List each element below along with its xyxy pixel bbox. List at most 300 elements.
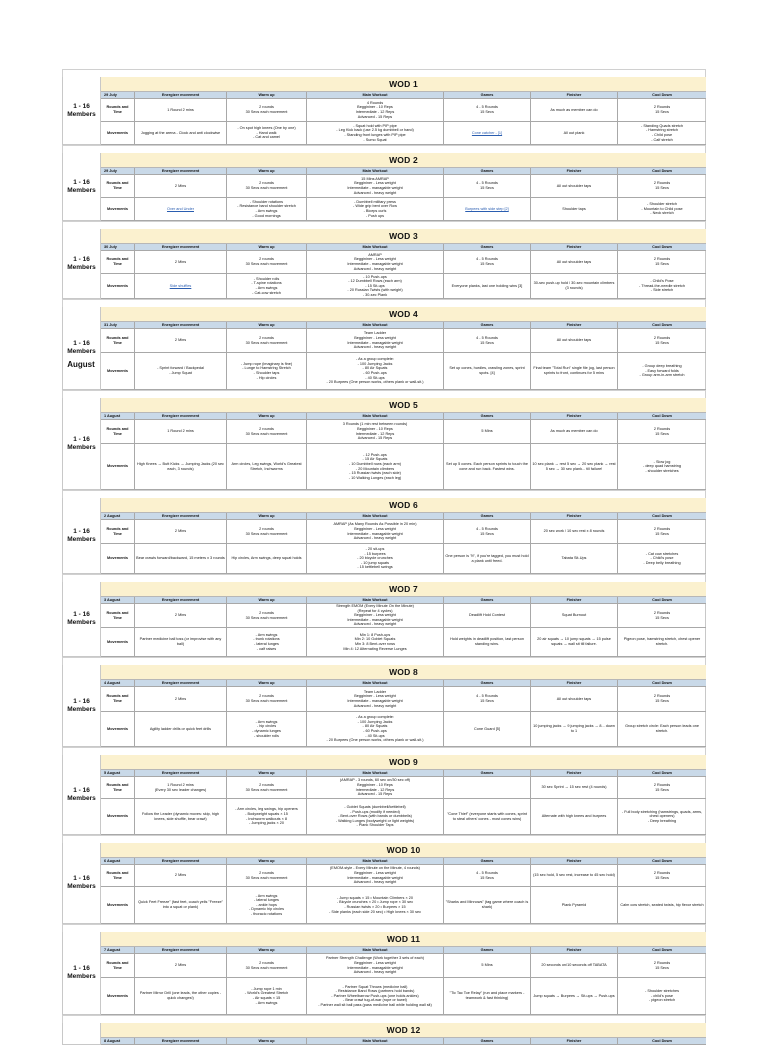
column-header: Finisher	[531, 413, 618, 419]
movement-cell: Agility ladder drills or quick feet drills	[135, 712, 227, 746]
row-label: Rounds and Time	[101, 687, 135, 711]
column-header: Main Workout	[307, 947, 444, 953]
wod-block	[62, 1023, 706, 1045]
movement-cell: - 10 Push-ups - 12 Dumbbell Rows (each arm) - 15 Sit-ups - 20 Russian Twists (with weight) - 30-sec Plank	[307, 274, 444, 298]
rounds-cell: 4 - 5 Rounds 15 Secs	[444, 175, 531, 197]
column-header: Finisher	[531, 322, 618, 328]
column-header: Cool Down	[652, 414, 672, 418]
rounds-cell: 2 Rounds 15 Secs	[653, 335, 671, 345]
rounds-cell: 4 - 5 Rounds 15 Secs	[444, 99, 531, 121]
column-header: Games	[444, 597, 531, 603]
rounds-row	[101, 175, 706, 198]
column-header: Warm up	[227, 322, 307, 328]
movement-cell: High Knees → Butt Kicks → Jumping Jacks (20 sec each, 3 rounds)	[135, 444, 227, 489]
movement-cell: Arm circles, Leg swings, World's Greatest Stretch, Inchworms	[227, 444, 307, 489]
movement-cell: Follow the Leader (dynamic moves: skip, high knees, side shuffle, bear crawl)	[135, 799, 227, 834]
header-row	[101, 322, 706, 329]
movement-cell: - Standing Quads stretch - Hamstring stretch - Child pose - Calf stretch	[641, 123, 683, 142]
movement-cell: Jogging at the arena - Clock and anti clockwise	[135, 122, 227, 144]
column-header: Main Workout	[307, 168, 444, 174]
member-group	[63, 1023, 101, 1045]
rounds-row	[101, 329, 706, 353]
rounds-cell: 2 Rounds 15 Secs	[653, 181, 671, 190]
column-header: Main Workout	[307, 322, 444, 328]
wod-title: WOD 8	[101, 665, 706, 680]
header-row	[101, 947, 706, 954]
wod-title: WOD 1	[101, 77, 706, 92]
column-header: Energizer movement	[135, 244, 227, 250]
member-group: 1 - 16 Members	[63, 498, 101, 574]
wod-block	[62, 153, 706, 221]
video-link[interactable]: Over and Under	[166, 206, 194, 211]
row-label: Rounds and Time	[101, 520, 135, 543]
row-label: Rounds and Time	[101, 777, 135, 798]
rounds-cell: 2 Mins	[135, 329, 227, 352]
column-header: Main Workout	[307, 770, 444, 776]
movement-cell: Set up cones, hurdles, crawling zones, sprint spots. [4]	[444, 353, 531, 389]
spacer-row	[62, 69, 706, 77]
rounds-row	[101, 420, 706, 444]
rounds-cell: 2 rounds 30 Secs each movement	[227, 604, 307, 627]
wod-block	[62, 932, 706, 1015]
rounds-row	[101, 251, 706, 274]
movement-cell: 20 air squats → 10 jump squats → 15 pulse squats → wall sit till failure.	[531, 628, 618, 656]
header-row	[101, 770, 706, 777]
column-header: Energizer movement	[135, 680, 227, 686]
rounds-cell: 2 Mins	[135, 520, 227, 543]
column-header: Cool Down	[652, 681, 672, 685]
movement-cell: - Slow jog - deep quad hamstring - shoulder stretches	[643, 459, 681, 473]
date-cell: 6 August	[101, 858, 135, 864]
header-row	[101, 92, 706, 99]
rounds-cell: As much as member can do	[531, 420, 618, 443]
movement-cell: Partner medicine ball toss (or improvise with any ball)	[135, 628, 227, 656]
movements-row	[101, 198, 706, 221]
rounds-cell: 20 sec work / 10 sec rest x 8 rounds	[531, 520, 618, 543]
column-header: Cool Down	[652, 514, 672, 518]
movement-cell: - 20 sit-ups - 15 burpees - 20 bicycle crunches - 10 jump squats - 15 kettlebell swings	[307, 544, 444, 573]
movement-cell: All out plank	[531, 122, 618, 144]
column-header: Games	[444, 770, 531, 776]
movement-cell: - Arm circles, leg swings, hip openers - Bodyweight squats × 15 - Inchworm walkouts × 8 - Jumping jacks × 20	[227, 799, 307, 834]
rounds-cell: 2 rounds 30 Secs each movement	[227, 520, 307, 543]
date-cell: 7 August	[101, 947, 135, 953]
header-row	[101, 168, 706, 175]
movement-cell: 30-sec push-up hold / 30-sec mountain climbers (3 rounds)	[531, 274, 618, 298]
wod-title: WOD 11	[101, 932, 706, 947]
spacer-row	[62, 924, 706, 932]
rounds-cell: 2 rounds 30 Secs each movement	[227, 175, 307, 197]
movement-cell: - Jump rope (imaginary is fine) - Lunge to Hamstring Stretch - Shoulder taps - Hip circles	[227, 353, 307, 389]
column-header: Main Workout	[307, 858, 444, 864]
row-label: Movements	[101, 712, 135, 746]
movements-row	[101, 887, 706, 924]
wod-title: WOD 2	[101, 153, 706, 168]
movement-cell: Quick Feet Freeze" (fast feet, coach yells "Freeze" into a squat or plank)	[135, 887, 227, 923]
column-header: Finisher	[531, 1038, 618, 1044]
movement-cell: Group stretch circle: Each person leads one stretch.	[625, 724, 699, 733]
rounds-cell: 1 Round 2 mins	[135, 99, 227, 121]
header-row	[101, 1038, 706, 1045]
movement-cell: - Partner Squat Throws (medicine ball) - Resistance Band Rows (partners hold bands) - Partner Wheelbarrow Push-ups (one holds ankles) - Bear crawl tug-of-war (rope or towel) - Partner wall sit ball pass (pass medicine ball while holding wall sit)	[307, 978, 444, 1014]
column-header: Cool Down	[652, 245, 672, 249]
spacer-row	[62, 1015, 706, 1023]
rounds-row	[101, 687, 706, 712]
movement-cell: One person is "It", if you're tagged, you must hold a plank until freed.	[444, 544, 531, 573]
date-cell: 29 July	[101, 168, 135, 174]
rounds-row	[101, 520, 706, 544]
column-header: Energizer movement	[135, 1038, 227, 1044]
column-header: Main Workout	[307, 92, 444, 98]
movement-cell: Jump squats → Burpees → Sit-ups → Push-ups	[531, 978, 618, 1014]
movement-cell: "Cone Thief" (everyone starts with cones, sprint to steal others' cones - most cones wins)	[444, 799, 531, 834]
date-cell: 5 August	[101, 770, 135, 776]
spacer-row	[62, 145, 706, 153]
row-label: Rounds and Time	[101, 251, 135, 273]
member-group: 1 - 16 Members	[63, 843, 101, 924]
rounds-cell: Deadlift Hold Contest	[444, 604, 531, 627]
movement-cell: - Cat cow stretches - Child's pose - Deep belly breathing	[643, 551, 681, 565]
spacer-row	[62, 221, 706, 229]
wod-title: WOD 5	[101, 398, 706, 413]
rounds-cell: 4 - 5 Rounds 15 Secs	[444, 687, 531, 711]
wod-block	[62, 665, 706, 747]
movement-cell: - Arm swings - lateral lunges - ankle hops - Dynamic hip circles - thoracic rotations	[227, 887, 307, 923]
wod-title: WOD 7	[101, 582, 706, 597]
movement-cell: - Full body stretching (hamstrings, quads, arms, chest openers) - Deep breathing	[621, 809, 703, 823]
column-header: Warm up	[227, 947, 307, 953]
movement-cell: Cone Guard [5]	[444, 712, 531, 746]
rounds-cell: 2 Rounds 15 Secs	[653, 694, 671, 703]
member-group: 1 - 16 Members	[63, 307, 101, 390]
movements-row	[101, 122, 706, 145]
row-label: Movements	[101, 198, 135, 220]
column-header: Games	[444, 244, 531, 250]
movement-cell: - Arm swings - trunk rotations - lateral lunges - calf raises	[227, 628, 307, 656]
column-header: Games	[444, 680, 531, 686]
movement-cell: Bear crawls forward/backward, 15 meters x 3 rounds	[135, 544, 227, 573]
row-label: Rounds and Time	[101, 604, 135, 627]
column-header: Games	[444, 168, 531, 174]
spacer-row	[62, 490, 706, 498]
movement-cell: - 12 Push-ups - 15 Air Squats - 10 Dumbbell rows (each arm) - 20 Mountain climbers - 15 Russian twists (each side) - 10 Walking Lunges (each leg)	[307, 444, 444, 489]
rounds-cell: 2 rounds 30 Secs each movement	[227, 865, 307, 886]
column-header: Cool Down	[652, 323, 672, 327]
column-header: Warm up	[227, 244, 307, 250]
column-header: Warm up	[227, 770, 307, 776]
rounds-cell: 5 Mins	[444, 420, 531, 443]
rounds-cell: 2 Mins	[135, 687, 227, 711]
column-header: Cool Down	[652, 948, 672, 952]
column-header: Games	[444, 1038, 531, 1044]
wod-block	[62, 77, 706, 145]
rounds-cell: 2 Rounds 15 Secs	[653, 526, 671, 536]
movement-cell: Set up 5 cones. Each person sprints to touch the cone and run back. Fastest wins.	[444, 444, 531, 489]
rounds-cell: 30 sec Sprint → 15 sec rest (4 rounds)	[531, 777, 618, 798]
movement-cell	[135, 198, 227, 220]
member-group: 1 - 16 Members	[63, 153, 101, 221]
movement-cell: - Sprint forward / Backpedal - Jump Squat	[135, 353, 227, 389]
rounds-cell: Squat Burnout	[531, 604, 618, 627]
rounds-cell: 2 rounds 30 Secs each movement	[227, 687, 307, 711]
movement-cell: - Squat hold with PIP pipe - Leg Kick back (use 2.5 kg dumbbell or hand) - Standing front lunges with PIP pipe - Sumo Squat	[307, 122, 444, 144]
column-header: Energizer movement	[135, 413, 227, 419]
column-header: Finisher	[531, 858, 618, 864]
spacer-row	[62, 390, 706, 398]
rounds-cell: 2 rounds 30 Secs each movement	[227, 954, 307, 977]
rounds-cell: 2 Rounds 15 Secs	[653, 870, 671, 880]
member-group: 1 - 16 Members	[63, 398, 101, 490]
rounds-cell: 2 Mins	[135, 251, 227, 273]
wod-block	[62, 755, 706, 835]
movement-cell: - Jump squats × 15 • Mountain Climbers × 20 - Bicycle crunches × 20 • Jump rope × 30 sec - Russian twists × 20 • Burpees × 15 - Side planks (each side 20 sec) • High knees × 30 sec	[307, 887, 444, 923]
movement-cell: - Goblet Squats (dumbbell/kettlebell) - Push-ups (modify if needed) - Bent-over Rows (with bands or dumbbells) - Walking Lunges (bodyweight or light weights) - Plank Shoulder Taps	[307, 799, 444, 834]
movement-cell: Alternate with high knees and burpees	[531, 799, 618, 834]
rounds-cell: All out shoulder taps	[531, 329, 618, 352]
movement-cell: Calm cow stretch, seated twists, hip flexor stretch	[620, 902, 704, 907]
date-cell: 29 July	[101, 92, 135, 98]
rounds-cell: 2 Rounds 15 Secs	[653, 105, 671, 114]
date-cell: 3 August	[101, 597, 135, 603]
movement-cell: Partner Mirror Drill (one leads, the other copies - quick changes!)	[135, 978, 227, 1014]
column-header: Main Workout	[307, 680, 444, 686]
rounds-cell: Strength EMOM (Every Minute On the Minute) (Repeat for 4 cycles) Beggininer - Less weight Intermediate - managable weight Advanced - heavy weight	[307, 604, 444, 627]
rounds-cell: 2 Rounds 15 Secs	[653, 257, 671, 266]
column-header: Energizer movement	[135, 770, 227, 776]
movement-cell: Pigeon pose, hamstring stretch, chest opener stretch.	[623, 637, 701, 646]
wod-title: WOD 9	[101, 755, 706, 770]
rounds-cell: 4 - 5 Rounds 15 Secs	[444, 329, 531, 352]
rounds-cell: (AMRAP - 3 rounds, 60 sec on/30 sec off) Beggininer - 10 Reps Intermediate - 12 Reps Advanced - 15 Reps	[307, 777, 444, 798]
rounds-cell: (EMOM-style - Every Minute on the Minute, 4 rounds) Beggininer - Less weight Intermediate - managable weight Advanced - heavy weight	[307, 865, 444, 886]
wod-block	[62, 843, 706, 924]
column-header: Games	[444, 322, 531, 328]
movement-cell: - Shoulder rolls - T-spine rotations - Arm swings - Cat-cow stretch	[227, 274, 307, 298]
rounds-row	[101, 954, 706, 978]
rounds-row	[101, 99, 706, 122]
column-header: Main Workout	[307, 597, 444, 603]
column-header: Cool Down	[652, 598, 672, 602]
column-header: Warm up	[227, 858, 307, 864]
spacer-row	[62, 657, 706, 665]
row-label: Rounds and Time	[101, 865, 135, 886]
wod-block	[62, 398, 706, 490]
movement-cell: - Child's Pose - Thread-the-needle stretch - Side stretch	[639, 279, 685, 293]
column-header: Warm up	[227, 1038, 307, 1044]
rounds-cell: 2 Rounds 15 Secs	[653, 610, 671, 620]
column-header: Cool Down	[652, 859, 672, 863]
column-header: Finisher	[531, 947, 618, 953]
column-header: Energizer movement	[135, 947, 227, 953]
movement-cell: "Sharks and Minnows" (tag game where coach is shark)	[444, 887, 531, 923]
movement-cell: Tabata Sit-Ups	[531, 544, 618, 573]
rounds-cell: Team Ladder Beggininer - Less weight Intermediate - managable weight Advanced - heavy weight	[307, 687, 444, 711]
movement-cell: Min 1: 8 Push-ups Min 2: 10 Goblet Squats Min 3: 8 Bent-over rows Min 4: 12 Alternating Reverse Lunges	[307, 628, 444, 656]
column-header: Finisher	[531, 680, 618, 686]
rounds-cell: 2 Rounds 15 Secs	[653, 782, 671, 792]
date-cell: 30 July	[101, 244, 135, 250]
member-group: 1 - 16 Members	[63, 582, 101, 657]
column-header: Finisher	[531, 513, 618, 519]
column-header: Finisher	[531, 597, 618, 603]
date-cell: 4 August	[101, 680, 135, 686]
column-header: Warm up	[227, 413, 307, 419]
movement-cell: 10 sec plank → rest 5 sec → 20 sec plank → rest 5 sec → 30 sec plank... till failure!	[531, 444, 618, 489]
rounds-cell: AMRAP (As Many Rounds As Possible in 20 min) Beggininer - Less weight Intermediate - managable weight Advanced - heavy weight	[307, 520, 444, 543]
member-group: 1 - 16 Members	[63, 932, 101, 1015]
movement-cell: "Tic Tac Toe Relay" (run and place markers - teamwork & fast thinking)	[444, 978, 531, 1014]
column-header: Cool Down	[652, 93, 672, 97]
wod-title: WOD 6	[101, 498, 706, 513]
column-header: Energizer movement	[135, 597, 227, 603]
movement-cell: - As a group complete: - 100 Jumping Jacks - 80 Air Squats - 60 Push-ups - 40 Sit-ups - 20 Burpees (One person works, others plank or wall-sit.)	[307, 712, 444, 746]
column-header: Games	[444, 858, 531, 864]
movement-cell: Shoulder taps	[531, 198, 618, 220]
column-header: Main Workout	[307, 1038, 444, 1044]
wod-title: WOD 3	[101, 229, 706, 244]
rounds-cell: All out shoulder taps	[531, 175, 618, 197]
rounds-cell: 4 - 5 Rounds 15 Secs	[444, 520, 531, 543]
row-label: Rounds and Time	[101, 420, 135, 443]
movements-row	[101, 444, 706, 490]
video-link[interactable]: Cone catcher - [1]	[471, 130, 503, 135]
movement-cell: Final team "Total Run" single file jog, last person sprints to front, continues for 5 mins	[531, 353, 618, 389]
column-header: Games	[444, 92, 531, 98]
header-row	[101, 680, 706, 687]
movement-cell: Plank Pyramid	[531, 887, 618, 923]
wod-title: WOD 4	[101, 307, 706, 322]
row-label: Movements	[101, 544, 135, 573]
column-header: Energizer movement	[135, 92, 227, 98]
column-header: Finisher	[531, 770, 618, 776]
header-row	[101, 513, 706, 520]
header-row	[101, 597, 706, 604]
movement-cell: Everyone planks, last one holding wins [3]	[444, 274, 531, 298]
row-label: Movements	[101, 353, 135, 389]
rounds-cell: 2 rounds 30 Secs each movement	[227, 329, 307, 352]
rounds-cell: 2 Mins	[135, 954, 227, 977]
column-header: Finisher	[531, 244, 618, 250]
header-row	[101, 858, 706, 865]
rounds-cell: 2 Rounds 15 Secs	[653, 960, 671, 970]
movement-cell: - Group deep breathing - Easy forward folds - Group arm-in-arm stretch	[639, 364, 685, 378]
row-label: Movements	[101, 978, 135, 1014]
row-label: Rounds and Time	[101, 99, 135, 121]
column-header: Games	[444, 413, 531, 419]
spacer-row	[62, 835, 706, 843]
rounds-cell: 4 - 5 Rounds 15 Secs	[444, 251, 531, 273]
spacer-row	[62, 747, 706, 755]
rounds-cell: 3 Rounds (1 min rest between rounds) Beggininer - 10 Reps Intermediate - 12 Reps Advanced - 15 Reps	[307, 420, 444, 443]
row-label: Movements	[101, 628, 135, 656]
column-header: Games	[444, 513, 531, 519]
movement-cell: - As a group complete: - 100 Jumping Jacks - 80 Air Squats - 60 Push-ups - 40 Sit-ups - 20 Burpees (One person works, others plank or wall-sit.)	[307, 353, 444, 389]
row-label: Movements	[101, 444, 135, 489]
movement-cell: Hold weights in deadlift position, last person standing wins.	[444, 628, 531, 656]
movements-row	[101, 274, 706, 299]
wod-title: WOD 12	[101, 1023, 706, 1038]
movement-cell: - Shoulder rotations - Resistance band shoulder stretch - Arm swings - Good mornings	[227, 198, 307, 220]
column-header: Main Workout	[307, 413, 444, 419]
wod-title: WOD 10	[101, 843, 706, 858]
date-cell: 1 August	[101, 413, 135, 419]
row-label: Movements	[101, 274, 135, 298]
video-link[interactable]: Burpees with side step [2]	[465, 206, 509, 211]
member-group: 1 - 16 Members	[63, 77, 101, 145]
movement-cell: - Shoulder stretch - Mountain to Child pose - Neck stretch	[641, 202, 683, 216]
member-group: 1 - 16 Members	[63, 755, 101, 835]
rounds-cell: 4 - 5 Rounds 15 Secs	[444, 865, 531, 886]
wod-block	[62, 229, 706, 299]
column-header: Energizer movement	[135, 322, 227, 328]
movement-cell: 10 jumping jacks → 9 jumping jacks → 8... down to 1	[531, 712, 618, 746]
movement-cell: - Jump rope 1 min - World's Greatest Stretch - Air squats × 15 - Arm swings	[227, 978, 307, 1014]
movements-row	[101, 712, 706, 747]
column-header: Energizer movement	[135, 513, 227, 519]
column-header: Games	[444, 947, 531, 953]
column-header: Warm up	[227, 597, 307, 603]
header-row	[101, 413, 706, 420]
rounds-cell: 20 seconds on/10 seconds off TABATA	[531, 954, 618, 977]
row-label: Rounds and Time	[101, 175, 135, 197]
movement-cell: - Dumbbell military press - Wide grip bent over Row - Biceps curls - Push ups	[307, 198, 444, 220]
movement-cell: - Shoulder stretches - child's pose - pigeon stretch	[645, 989, 679, 1003]
date-cell: 2 August	[101, 513, 135, 519]
column-header: Finisher	[531, 168, 618, 174]
movements-row	[101, 799, 706, 835]
wod-block	[62, 582, 706, 657]
rounds-cell	[444, 777, 531, 798]
movement-cell: - On spot high knees (One by one) - Hand walk - Cat and camel	[227, 122, 307, 144]
wod-block	[62, 498, 706, 574]
rounds-cell: 15 Mins AMRAP Beggininer - Less weight Intermediate - managable weight Advanced - heavy weight	[307, 175, 444, 197]
workout-sheet	[62, 69, 706, 1045]
column-header: Energizer movement	[135, 858, 227, 864]
rounds-cell: AMRAP Beggininer - Less weight Intermediate - managable weight Advanced - heavy weight	[307, 251, 444, 273]
rounds-row	[101, 777, 706, 799]
column-header: Warm up	[227, 92, 307, 98]
rounds-cell: 2 Mins	[135, 865, 227, 886]
rounds-cell: 5 Mins	[444, 954, 531, 977]
column-header: Main Workout	[307, 513, 444, 519]
rounds-cell: 2 Rounds 15 Secs	[653, 426, 671, 436]
movement-cell	[135, 274, 227, 298]
row-label: Movements	[101, 122, 135, 144]
rounds-cell: All out shoulder taps	[531, 687, 618, 711]
date-cell: 8 August	[101, 1038, 135, 1044]
rounds-cell: Partner Strength Challenge (Work together 3 sets of each) Beggininer - Less weight Intermediate - managable weight Advanced - heavy weight	[307, 954, 444, 977]
movements-row	[101, 544, 706, 574]
column-header: Warm up	[227, 680, 307, 686]
member-group: 1 - 16 Members	[63, 229, 101, 299]
movements-row	[101, 978, 706, 1015]
rounds-cell: 4 Rounds Beggininer - 10 Reps Intermediate - 12 Reps Advanced - 15 Reps	[307, 99, 444, 121]
column-header: Main Workout	[307, 244, 444, 250]
date-cell: 31 July	[101, 322, 135, 328]
rounds-cell: 2 Mins	[135, 175, 227, 197]
video-link[interactable]: Side shuffles	[169, 283, 192, 288]
rounds-cell: 2 rounds 30 Secs each movement	[227, 420, 307, 443]
movement-cell	[444, 122, 531, 144]
column-header: Warm up	[227, 513, 307, 519]
row-label: Rounds and Time	[101, 329, 135, 352]
rounds-cell: 1 Round 2 mins (Every 30 sec leader changes)	[135, 777, 227, 798]
rounds-cell: Team Ladder Beggininer - Less weight Intermediate - managable weight Advanced - heavy weight	[307, 329, 444, 352]
wod-block	[62, 307, 706, 390]
rounds-row	[101, 604, 706, 628]
column-header: Energizer movement	[135, 168, 227, 174]
rounds-cell: All out shoulder taps	[531, 251, 618, 273]
